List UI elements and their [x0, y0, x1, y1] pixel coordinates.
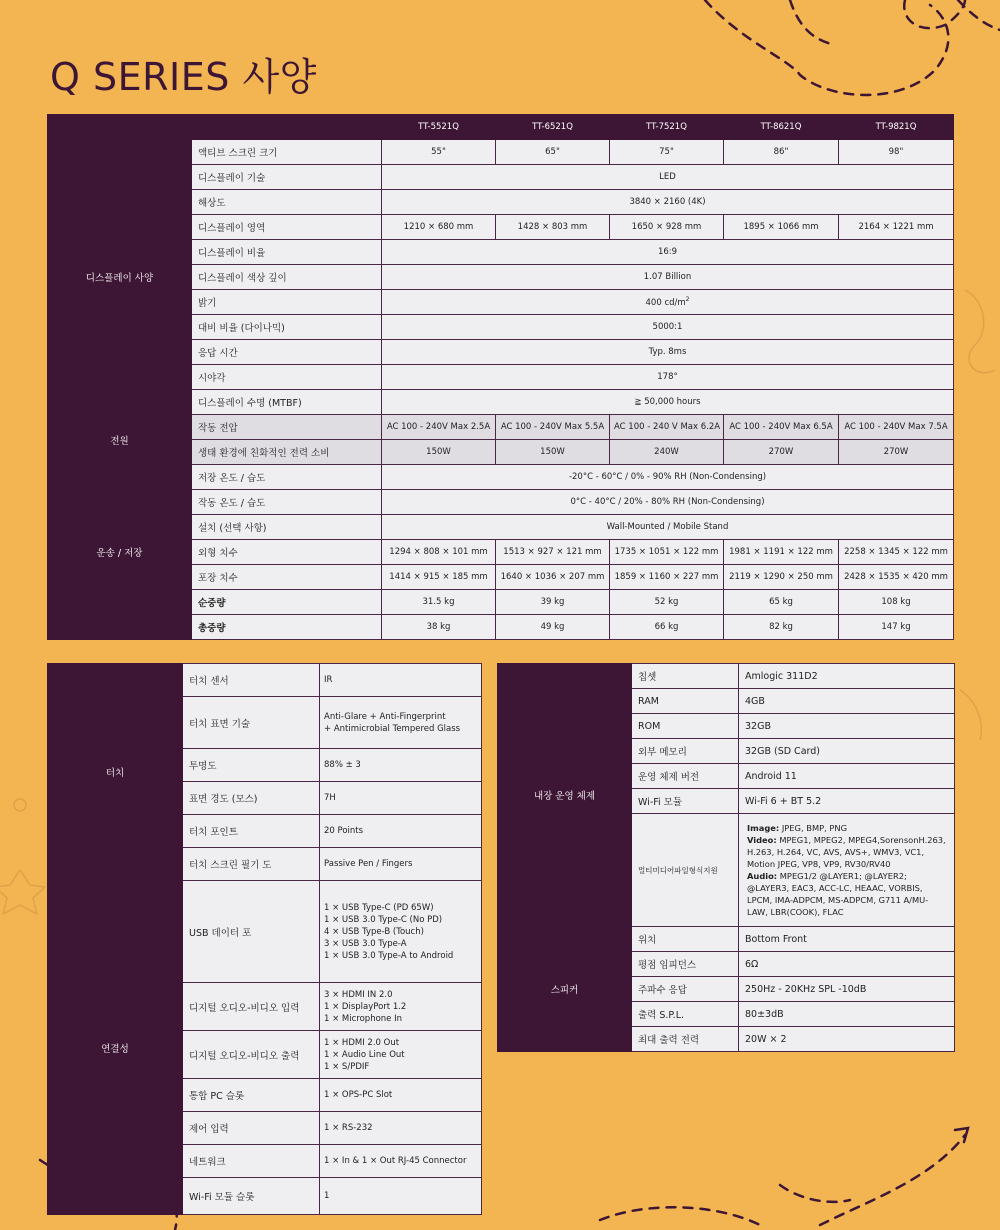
table-cell: 250Hz - 20KHz SPL -10dB	[739, 977, 955, 1002]
value-line: 1 × USB Type-C (PD 65W)	[324, 902, 434, 913]
table-cell: AC 100 - 240V Max 6.5A	[724, 415, 839, 440]
table-cell	[320, 1145, 482, 1178]
group-label-connectivity: 연결성	[48, 881, 183, 1215]
header-empty	[192, 115, 382, 140]
group-label-power: 전원	[48, 415, 192, 465]
row-label: 터치 표면 기술	[183, 697, 320, 749]
row-label: 멀티미디어파일형식지원	[632, 814, 739, 927]
spec-table	[47, 114, 954, 640]
table-cell: 1895 × 1066 mm	[724, 215, 839, 240]
value-line: 1 × In & 1 × Out RJ-45 Connector	[324, 1156, 467, 1166]
row-label: 최대 출력 전력	[632, 1027, 739, 1052]
value-line: Passive Pen / Fingers	[324, 859, 413, 869]
table-cell: 39 kg	[496, 590, 610, 615]
model-header: TT-6521Q	[496, 115, 610, 140]
table-cell: 270W	[724, 440, 839, 465]
table-cell: 1294 × 808 × 101 mm	[382, 540, 496, 565]
table-cell: 55"	[382, 140, 496, 165]
row-label: 주파수 응답	[632, 977, 739, 1002]
table-row	[498, 927, 955, 952]
header-empty	[48, 115, 192, 140]
row-label: 디스플레이 색상 깊이	[192, 265, 382, 290]
table-cell: 86"	[724, 140, 839, 165]
value-line: 1 × Audio Line Out	[324, 1049, 405, 1060]
table-cell: 1414 × 915 × 185 mm	[382, 565, 496, 590]
table-cell	[320, 848, 482, 881]
model-header: TT-7521Q	[610, 115, 724, 140]
group-label-transport: 운송 / 저장	[48, 465, 192, 640]
table-cell: 32GB (SD Card)	[739, 739, 955, 764]
table-cell: 0°C - 40°C / 20% - 80% RH (Non-Condensing)	[382, 490, 954, 515]
row-label: 디스플레이 수명 (MTBF)	[192, 390, 382, 415]
os-speaker-table	[497, 663, 955, 1052]
media-line	[747, 822, 946, 834]
group-label-touch: 터치	[48, 664, 183, 881]
table-cell: 240W	[610, 440, 724, 465]
table-cell: Typ. 8ms	[382, 340, 954, 365]
row-label: 위치	[632, 927, 739, 952]
table-row	[48, 881, 482, 983]
table-cell: 38 kg	[382, 615, 496, 640]
table-cell: Bottom Front	[739, 927, 955, 952]
table-cell: 31.5 kg	[382, 590, 496, 615]
value-line: 1 × DisplayPort 1.2	[324, 1001, 407, 1012]
table-cell: 1.07 Billion	[382, 265, 954, 290]
table-cell	[320, 1079, 482, 1112]
table-cell	[382, 290, 954, 315]
row-label: 응답 시간	[192, 340, 382, 365]
row-label: 작동 온도 / 습도	[192, 490, 382, 515]
table-cell: AC 100 - 240V Max 2.5A	[382, 415, 496, 440]
media-key: Image:	[747, 823, 780, 833]
table-cell: 1859 × 1160 × 227 mm	[610, 565, 724, 590]
table-cell: AC 100 - 240V Max 7.5A	[839, 415, 954, 440]
media-value: MPEG1, MPEG2, MPEG4,SorensonH.263, H.263, H.264, VC, AVS, AVS+, WMV3, VC1, Motion JPEG, VP8, VP9, RV30/RV40	[747, 835, 946, 869]
table-cell: LED	[382, 165, 954, 190]
table-cell: 6Ω	[739, 952, 955, 977]
table-cell: 147 kg	[839, 615, 954, 640]
row-label: 디스플레이 비율	[192, 240, 382, 265]
value-line: 3 × HDMI IN 2.0	[324, 989, 393, 1000]
media-key: Audio:	[747, 871, 778, 881]
table-cell: 1981 × 1191 × 122 mm	[724, 540, 839, 565]
table-cell: 52 kg	[610, 590, 724, 615]
model-header: TT-5521Q	[382, 115, 496, 140]
table-cell: Wi-Fi 6 + BT 5.2	[739, 789, 955, 814]
row-label: 외형 치수	[192, 540, 382, 565]
row-label: 순중량	[192, 590, 382, 615]
table-cell	[320, 664, 482, 697]
table-cell	[320, 815, 482, 848]
row-label: 액티브 스크린 크기	[192, 140, 382, 165]
table-cell: 2428 × 1535 × 420 mm	[839, 565, 954, 590]
table-cell: 108 kg	[839, 590, 954, 615]
row-label: 출력 S.P.L.	[632, 1002, 739, 1027]
table-row	[48, 415, 954, 440]
table-cell: 2164 × 1221 mm	[839, 215, 954, 240]
table-cell: 1650 × 928 mm	[610, 215, 724, 240]
row-label: 표면 경도 (모스)	[183, 782, 320, 815]
row-label: 시야각	[192, 365, 382, 390]
row-label: 해상도	[192, 190, 382, 215]
row-label: 포장 치수	[192, 565, 382, 590]
value-line: 1 × OPS-PC Slot	[324, 1090, 393, 1100]
table-cell: 98"	[839, 140, 954, 165]
media-line	[747, 834, 946, 870]
row-label: 외부 메모리	[632, 739, 739, 764]
row-label: 투명도	[183, 749, 320, 782]
table-cell: 1640 × 1036 × 207 mm	[496, 565, 610, 590]
table-cell: 32GB	[739, 714, 955, 739]
table-cell: 66 kg	[610, 615, 724, 640]
row-label: 칩셋	[632, 664, 739, 689]
brightness-value: 400 cd/m	[645, 297, 686, 308]
table-cell	[320, 1178, 482, 1215]
value-line: 1 × USB 3.0 Type-C (No PD)	[324, 914, 443, 925]
value-line: IR	[324, 675, 333, 685]
table-cell: Android 11	[739, 764, 955, 789]
value-line: 88% ± 3	[324, 760, 361, 770]
value-line: 20 Points	[324, 826, 364, 836]
table-cell: 4GB	[739, 689, 955, 714]
table-cell: 178°	[382, 365, 954, 390]
table-cell: 49 kg	[496, 615, 610, 640]
value-line: 7H	[324, 793, 336, 803]
table-cell: ≧ 50,000 hours	[382, 390, 954, 415]
table-cell: 150W	[382, 440, 496, 465]
row-label: 총중량	[192, 615, 382, 640]
value-line: 4 × USB Type-B (Touch)	[324, 926, 424, 937]
table-cell: 5000:1	[382, 315, 954, 340]
table-cell	[320, 983, 482, 1031]
table-cell	[320, 697, 482, 749]
table-cell: AC 100 - 240 V Max 6.2A	[610, 415, 724, 440]
row-label: RAM	[632, 689, 739, 714]
media-value: MPEG1/2 @LAYER1; @LAYER2; @LAYER3, EAC3, ACC-LC, HEAAC, VORBIS, LPCM, IMA-ADPCM, MS-ADPCM, G711 A/MU-LAW, LBR(COOK), FLAC	[747, 871, 929, 917]
table-cell: 80±3dB	[739, 1002, 955, 1027]
row-label: 저장 온도 / 습도	[192, 465, 382, 490]
row-label: 디스플레이 영역	[192, 215, 382, 240]
model-header: TT-8621Q	[724, 115, 839, 140]
row-label: 운영 체제 버전	[632, 764, 739, 789]
value-line: + Antimicrobial Tempered Glass	[324, 723, 461, 734]
group-label-speaker: 스피커	[498, 927, 632, 1052]
value-line: 1	[324, 1191, 330, 1201]
row-label: 디지털 오디오-비디오 입력	[183, 983, 320, 1031]
table-cell: Amlogic 311D2	[739, 664, 955, 689]
group-label-os: 내장 운영 체제	[498, 664, 632, 927]
row-label: 터치 스크린 필기 도	[183, 848, 320, 881]
table-row	[498, 664, 955, 689]
value-line: Anti-Glare + Anti-Fingerprint	[324, 711, 446, 722]
table-cell: 75"	[610, 140, 724, 165]
table-cell	[320, 1112, 482, 1145]
table-header-row	[48, 115, 954, 140]
value-line: 1 × Microphone In	[324, 1013, 403, 1024]
row-label: Wi-Fi 모듈 슬롯	[183, 1178, 320, 1215]
value-line: 3 × USB 3.0 Type-A	[324, 938, 407, 949]
table-cell: 1513 × 927 × 121 mm	[496, 540, 610, 565]
table-cell: 16:9	[382, 240, 954, 265]
value-line: 1 × HDMI 2.0 Out	[324, 1037, 400, 1048]
row-label: 네트워크	[183, 1145, 320, 1178]
model-header: TT-9821Q	[839, 115, 954, 140]
table-cell: 65 kg	[724, 590, 839, 615]
row-label: 통합 PC 슬롯	[183, 1079, 320, 1112]
row-label: 터치 센서	[183, 664, 320, 697]
brightness-sup: 2	[685, 296, 690, 304]
row-label: 설치 (선택 사항)	[192, 515, 382, 540]
table-cell: 65"	[496, 140, 610, 165]
row-label: USB 데이터 포	[183, 881, 320, 983]
touch-connectivity-table	[47, 663, 482, 1215]
table-cell: 270W	[839, 440, 954, 465]
row-label: 디스플레이 기술	[192, 165, 382, 190]
table-cell: 20W × 2	[739, 1027, 955, 1052]
row-label: Wi-Fi 모듈	[632, 789, 739, 814]
table-row	[48, 664, 482, 697]
row-label: 터치 포인트	[183, 815, 320, 848]
row-label: 대비 비율 (다이나믹)	[192, 315, 382, 340]
table-cell	[739, 814, 955, 927]
table-row	[48, 140, 954, 165]
table-cell: 2119 × 1290 × 250 mm	[724, 565, 839, 590]
table-cell: 1210 × 680 mm	[382, 215, 496, 240]
media-value: JPEG, BMP, PNG	[779, 823, 848, 833]
table-cell	[320, 749, 482, 782]
table-cell	[320, 881, 482, 983]
table-cell: 150W	[496, 440, 610, 465]
media-key: Video:	[747, 835, 777, 845]
table-cell	[320, 782, 482, 815]
value-line: 1 × USB 3.0 Type-A to Android	[324, 950, 454, 961]
row-label: 밝기	[192, 290, 382, 315]
group-label-display: 디스플레이 사양	[48, 140, 192, 415]
row-label: 작동 전압	[192, 415, 382, 440]
table-cell: 1428 × 803 mm	[496, 215, 610, 240]
row-label: 평점 임피던스	[632, 952, 739, 977]
table-cell: 2258 × 1345 × 122 mm	[839, 540, 954, 565]
table-cell: Wall-Mounted / Mobile Stand	[382, 515, 954, 540]
table-cell	[320, 1031, 482, 1079]
page-title: Q SERIES 사양	[50, 55, 317, 99]
media-line	[747, 870, 946, 918]
table-cell: AC 100 - 240V Max 5.5A	[496, 415, 610, 440]
table-cell: -20°C - 60°C / 0% - 90% RH (Non-Condensing)	[382, 465, 954, 490]
table-cell: 3840 × 2160 (4K)	[382, 190, 954, 215]
table-row	[48, 465, 954, 490]
table-cell: 1735 × 1051 × 122 mm	[610, 540, 724, 565]
row-label: 생태 환경에 친화적인 전력 소비	[192, 440, 382, 465]
row-label: 디지털 오디오-비디오 출력	[183, 1031, 320, 1079]
value-line: 1 × RS-232	[324, 1123, 373, 1133]
value-line: 1 × S/PDIF	[324, 1061, 370, 1072]
row-label: ROM	[632, 714, 739, 739]
table-cell: 82 kg	[724, 615, 839, 640]
row-label: 제어 입력	[183, 1112, 320, 1145]
